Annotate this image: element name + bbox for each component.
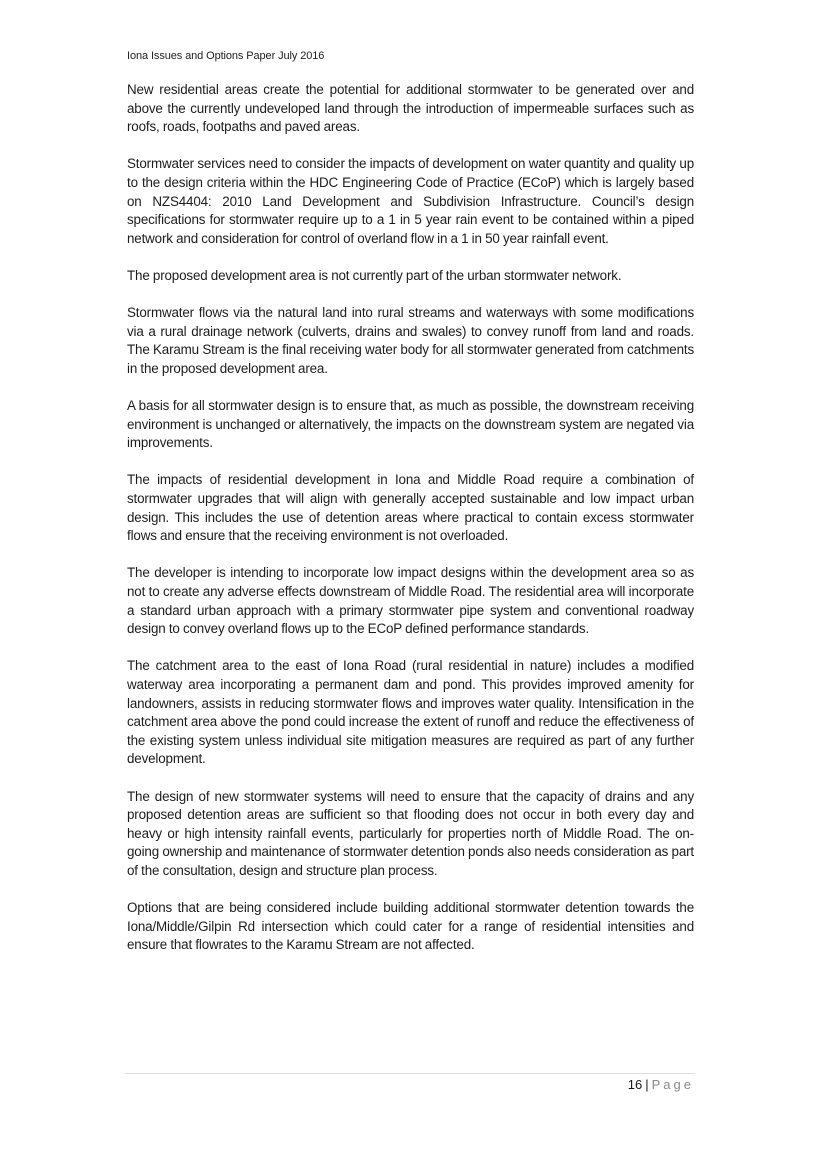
paragraph-design-basis: A basis for all stormwater design is to ensure that, as much as possible, the downstream receiving environment is unchanged or alternatively, the impacts on the downstream system are negated via improvements. (127, 398, 694, 451)
paragraph-options: Options that are being considered include building additional stormwater detention towards the Iona/Middle/Gilpin Rd intersection which could cater for a range of residential intensities and ensure that flowrates to the Karamu Stream are not affected. (127, 900, 694, 953)
paragraph-system-capacity: The design of new stormwater systems will need to ensure that the capacity of drains and any proposed detention areas are sufficient so that flooding does not occur in both every day and heavy or high intensity rainfall events, particularly for properties north of Middle Road. The on-going ownership and maintenance of stormwater detention ponds also needs consideration as part of the consultation, design and structure plan process. (127, 788, 694, 878)
paragraph-stormwater-flows: Stormwater flows via the natural land into rural streams and waterways with some modifications via a rural drainage network (culverts, drains and swales) to convey runoff from land and roads. The Karamu Stream is the final receiving water body for all stormwater generated from catchments in the proposed development area. (127, 305, 694, 376)
paragraph-network-status: The proposed development area is not currently part of the urban stormwater network. (127, 267, 622, 283)
paragraph-development-impacts: The impacts of residential development in Iona and Middle Road require a combination of stormwater upgrades that will align with generally accepted sustainable and low impact urban design. This includes the use of detention areas where practical to contain excess stormwater flows and ensure that the receiving environment is not overloaded. (127, 472, 694, 544)
paragraph-catchment-area: The catchment area to the east of Iona Road (rural residential in nature) includes a modified waterway area incorporating a permanent dam and pond. This provides improved amenity for landowners, assists in reducing stormwater flows and improves water quality. Intensification in the catchment area above the pond could increase the extent of runoff and reduce the effectiveness of the existing system unless individual site mitigation measures are required as part of any further development. (127, 658, 694, 767)
running-header: Iona Issues and Options Paper July 2016 (127, 50, 325, 62)
page-number: 16 (627, 1077, 643, 1092)
footer-divider (125, 1073, 695, 1074)
paragraph-design-criteria: Stormwater services need to consider the impacts of development on water quantity and quality up to the design criteria within the HDC Engineering Code of Practice (ECoP) which is largely based on NZS4404: 2010 Land Development and Subdivision Infrastructure. Council’s design specifications for stormwater require up to a 1 in 5 year rain event to be contained within a piped network and consideration for control of overland flow in a 1 in 50 year rainfall event. (127, 156, 694, 246)
page-label: Page (651, 1077, 694, 1092)
paragraph-developer-intent: The developer is intending to incorporate low impact designs within the development area so as not to create any adverse effects downstream of Middle Road. The residential area will incorporate a standard urban approach with a primary stormwater pipe system and conventional roadway design to convey overland flows up to the ECoP defined performance standards. (127, 565, 694, 637)
body-text (127, 81, 694, 955)
page-separator: | (645, 1077, 649, 1092)
paragraph-impermeable-surfaces: New residential areas create the potential for additional stormwater to be generated over and above the currently undeveloped land through the introduction of impermeable surfaces such as roofs, roads, footpaths and paved areas. (127, 82, 694, 135)
page-footer (628, 1077, 694, 1093)
